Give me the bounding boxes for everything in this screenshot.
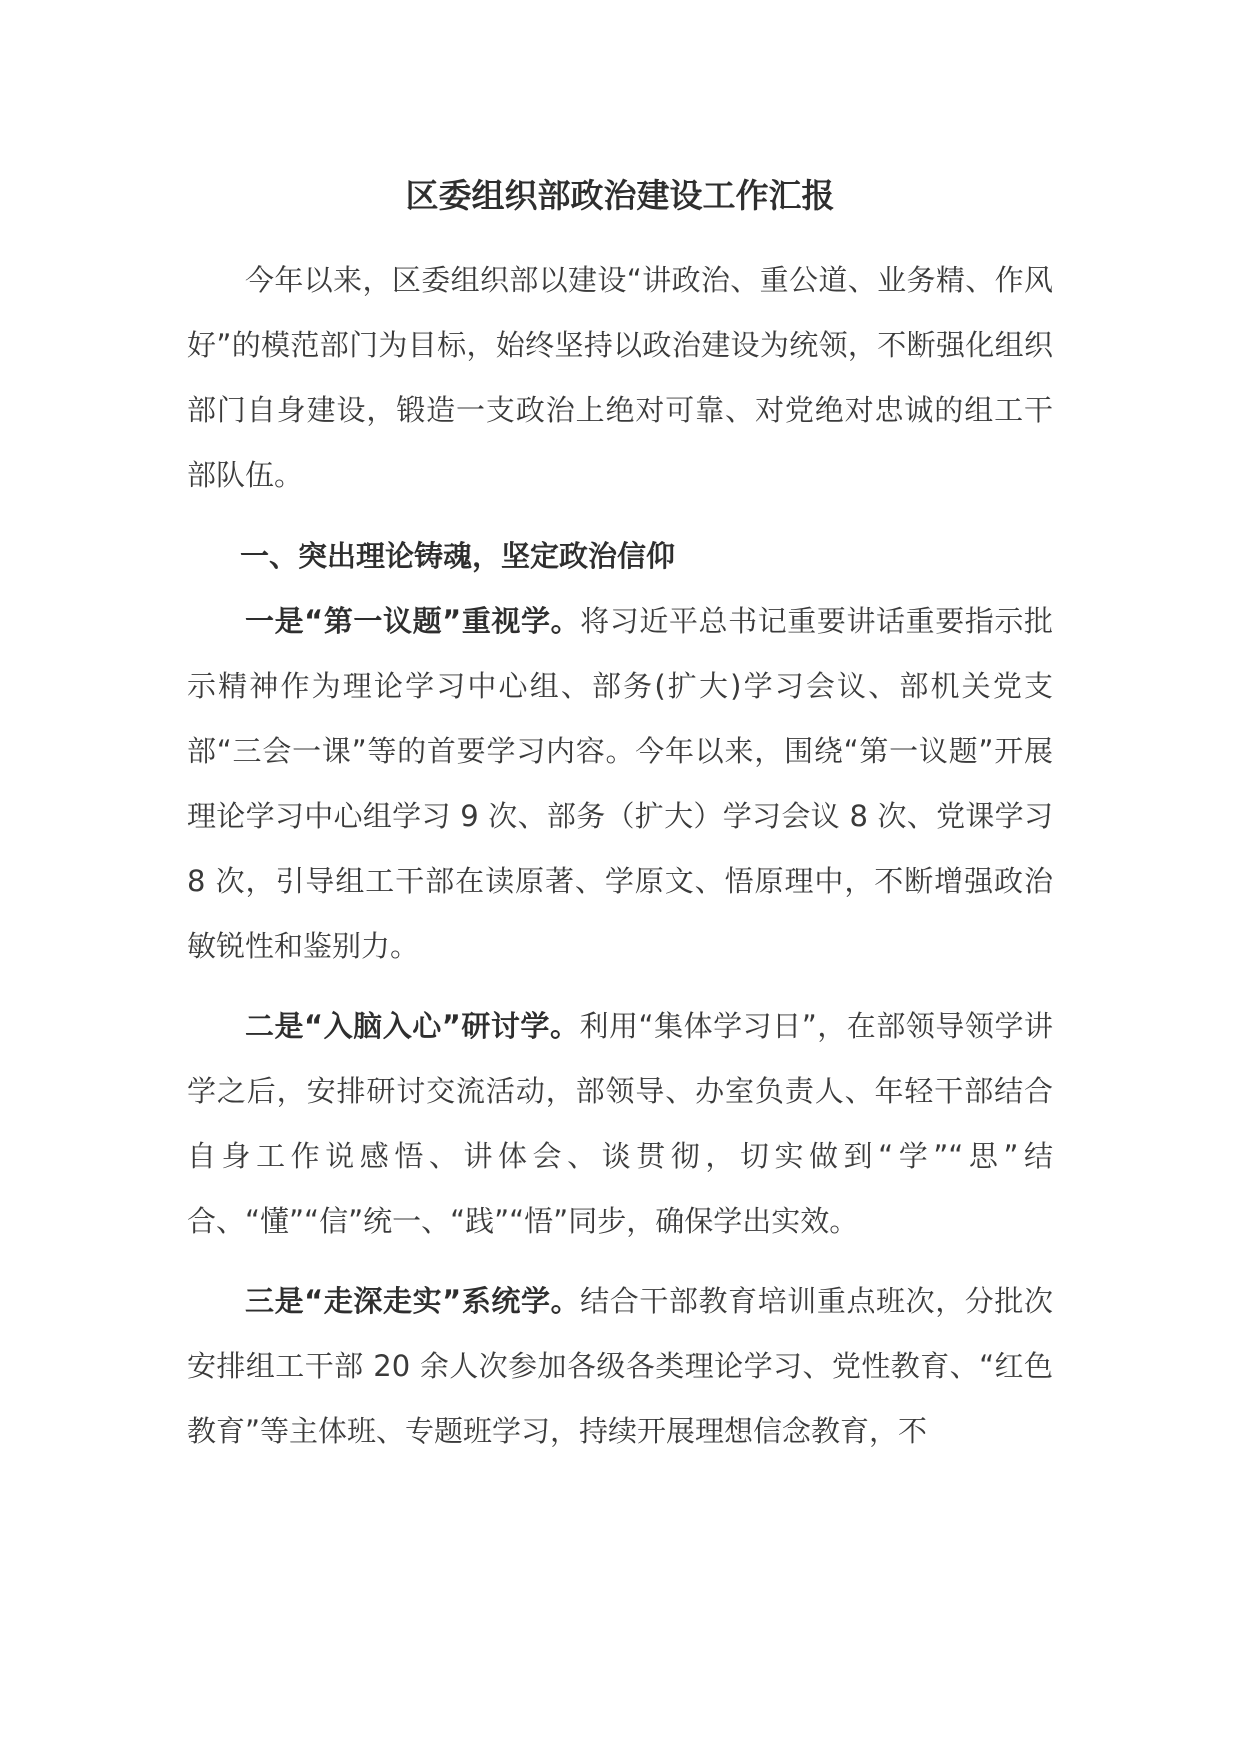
document-body xyxy=(187,248,1053,1464)
item-text-2: 利用“集体学习日”，在部领导领学讲学之后，安排研讨交流活动，部领导、办室负责人、年轻干部结合自身工作说感悟、讲体会、谈贯彻，切实做到“学”“思”结合、“懂”“信”统一、“践”“悟”同步，确保学出实效。 xyxy=(187,1009,1053,1238)
item-paragraph-2 xyxy=(187,994,1053,1254)
section-heading: 一、突出理论铸魂，坚定政治信仰 xyxy=(240,539,676,573)
item-text-3: 结合干部教育培训重点班次，分批次安排组工干部 20 余人次参加各级各类理论学习、党性教育、“红色教育”等主体班、专题班学习，持续开展理想信念教育，不 xyxy=(187,1284,1053,1448)
intro-paragraph: 今年以来，区委组织部以建设“讲政治、重公道、业务精、作风好”的模范部门为目标，始终坚持以政治建设为统领，不断强化组织部门自身建设，锻造一支政治上绝对可靠、对党绝对忠诚的组工干部队伍。 xyxy=(187,263,1053,492)
item-paragraph-1 xyxy=(187,589,1053,979)
item-paragraph-3 xyxy=(187,1269,1053,1464)
item-lead-3: 三是“走深走实”系统学。 xyxy=(245,1284,581,1318)
item-lead-1: 一是“第一议题”重视学。 xyxy=(245,604,581,638)
document-title: 区委组织部政治建设工作汇报 xyxy=(405,176,835,215)
item-lead-2: 二是“入脑入心”研讨学。 xyxy=(245,1009,580,1043)
item-text-1: 将习近平总书记重要讲话重要指示批示精神作为理论学习中心组、部务(扩大)学习会议、部机关党支部“三会一课”等的首要学习内容。今年以来，围绕“第一议题”开展理论学习中心组学习 9 次、部务（扩大）学习会议 8 次、党课学习 8 次，引导组工干部在读原著、学原文、悟原理中，不断增强政治敏锐性和鉴别力。 xyxy=(187,604,1053,963)
